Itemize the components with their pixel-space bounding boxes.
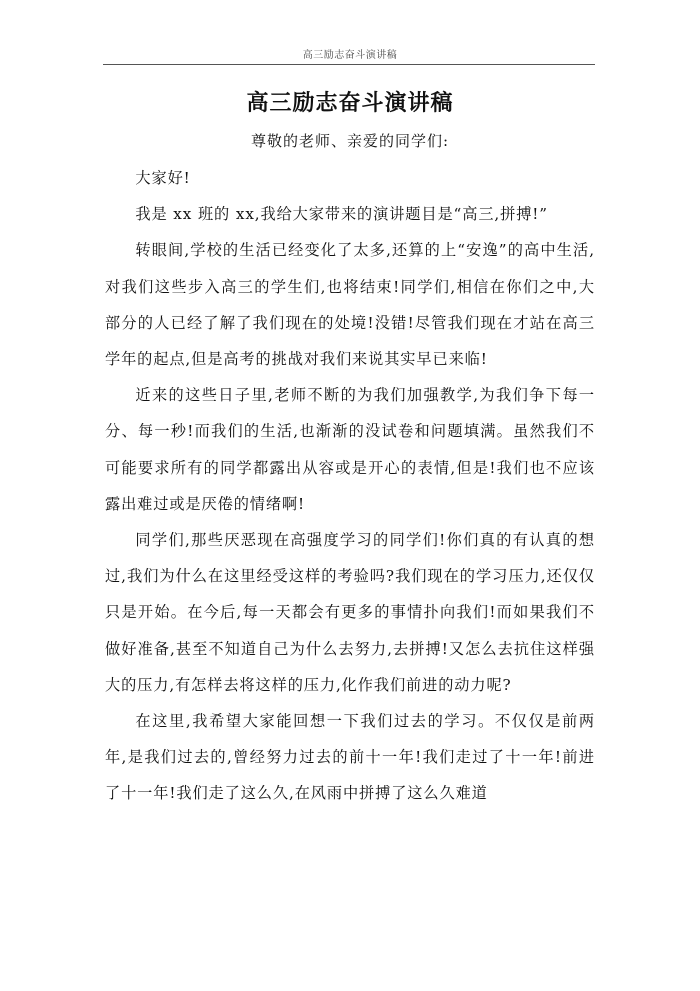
paragraph: 大家好! (135, 169, 191, 187)
document-body (105, 160, 595, 812)
running-header: 高三励志奋斗演讲稿 (302, 50, 398, 61)
document-title: 高三励志奋斗演讲稿 (246, 90, 454, 116)
salutation: 尊敬的老师、亲爱的同学们: (250, 132, 450, 150)
header-divider (103, 64, 595, 65)
paragraph: 转眼间,学校的生活已经变化了太多,还算的上“安逸”的高中生活,对我们这些步入高三的学生们,也将结束!同学们,相信在你们之中,大部分的人已经了解了我们现在的处境!没错!尽管我们现在才站在高三学年的起点,但是高考的挑战对我们来说其实早已来临! (105, 241, 595, 369)
paragraph: 我是 xx 班的 xx,我给大家带来的演讲题目是“高三,拼搏!” (135, 205, 548, 224)
paragraph: 在这里,我希望大家能回想一下我们过去的学习。不仅仅是前两年,是我们过去的,曾经努力过去的前十一年!我们走过了十一年!前进了十一年!我们走了这么久,在风雨中拼搏了这么久难道 (105, 712, 595, 803)
paragraph: 近来的这些日子里,老师不断的为我们加强教学,为我们争下每一分、每一秒!而我们的生活,也渐渐的没试卷和问题填满。虽然我们不可能要求所有的同学都露出从容或是开心的表情,但是!我们也不应该露出难过或是厌倦的情绪啊! (105, 386, 595, 513)
paragraph: 同学们,那些厌恶现在高强度学习的同学们!你们真的有认真的想过,我们为什么在这里经受这样的考验吗?我们现在的学习压力,还仅仅只是开始。在今后,每一天都会有更多的事情扑向我们!而如果我们不做好准备,甚至不知道自己为什么去努力,去拼搏!又怎么去抗住这样强大的压力,有怎样去将这样的压力,化作我们前进的动力呢? (105, 531, 595, 694)
